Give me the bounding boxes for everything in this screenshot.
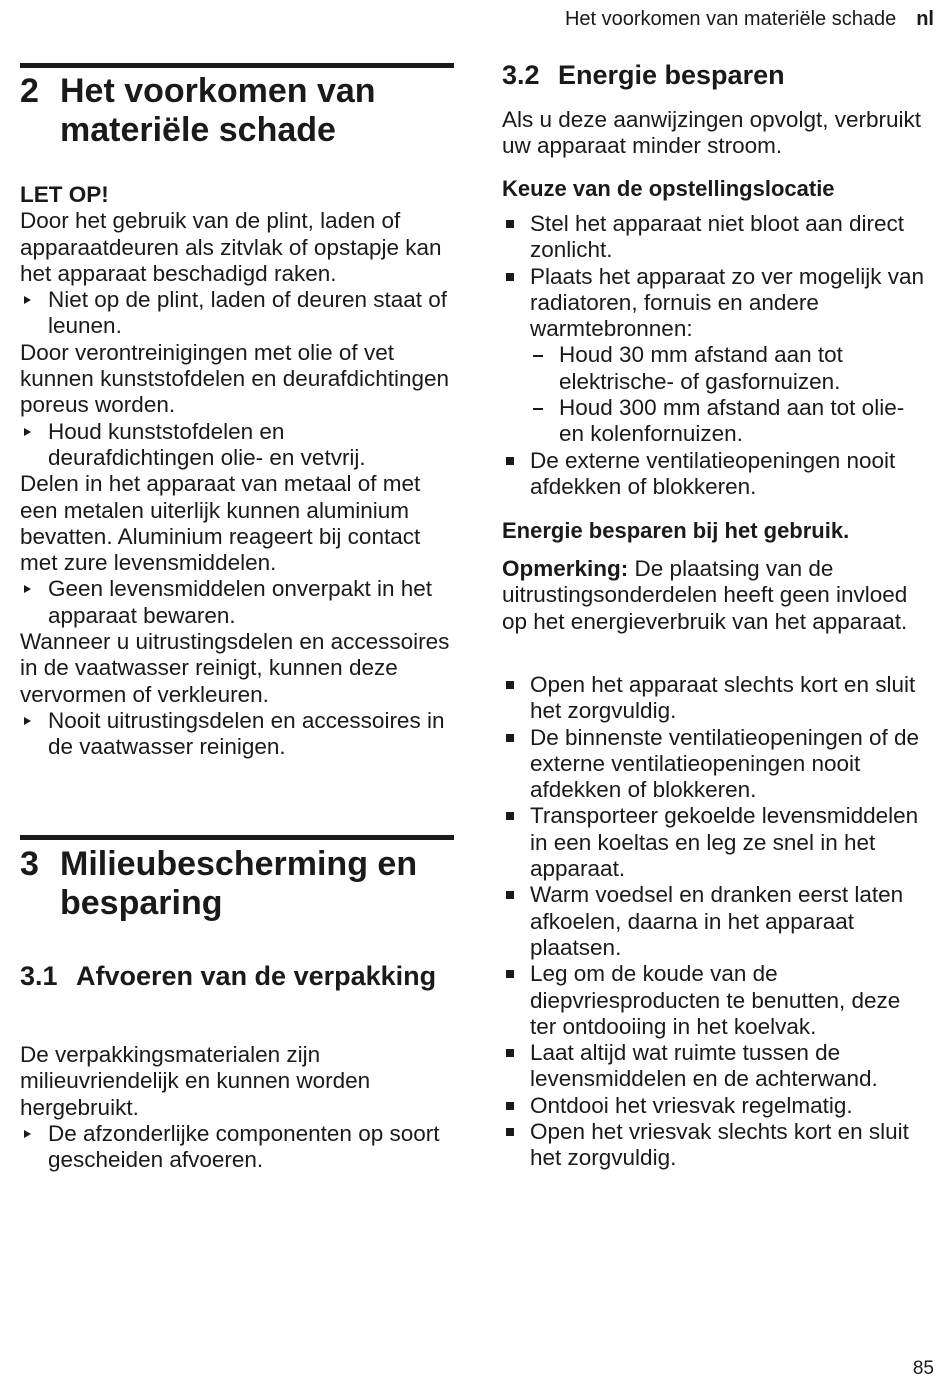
notice-label: LET OP! — [20, 182, 109, 207]
list-item: Warm voedsel en dranken eerst laten afkoelen, daarna in het apparaat plaatsen. — [502, 882, 932, 961]
action-list — [20, 419, 454, 472]
section-3-title: Milieubescherming en besparing — [60, 845, 418, 922]
list-item-text: Plaats het apparaat zo ver mogelijk van radiatoren, fornuis en andere warmtebronnen: — [530, 263, 924, 342]
section-3-heading — [20, 845, 454, 923]
action-item: Niet op de plint, laden of deuren staat of leunen. — [20, 287, 454, 340]
distance-list — [530, 342, 932, 447]
list-item: Houd 30 mm afstand aan tot elektrische- of gasfornuizen. — [530, 342, 932, 395]
notice-text: Wanneer u uitrustingsdelen en accessoires in de vaatwasser reinigt, kunnen deze vervormen of verkleuren. — [20, 629, 450, 707]
language-code: nl — [916, 8, 934, 30]
section-2-title: Het voorkomen van materiële schade — [60, 72, 376, 149]
list-item: Open het apparaat slechts kort en sluit het zorgvuldig. — [502, 672, 932, 725]
section-3-number: 3 — [20, 845, 39, 883]
subsection-3-2-number: 3.2 — [502, 60, 540, 90]
section-rule — [20, 835, 454, 840]
usage-note — [502, 556, 932, 635]
subsection-3-2-title: Energie besparen — [558, 60, 785, 90]
packaging-text: De verpakkingsmaterialen zijn milieuvriendelijk en kunnen worden hergebruikt. — [20, 1042, 371, 1120]
list-item: Leg om de koude van de diepvriesproducten te benutten, deze ter ontdooiing in het koelvak. — [502, 961, 932, 1040]
list-item: De binnenste ventilatieopeningen of de externe ventilatieopeningen nooit afdekken of blokkeren. — [502, 725, 932, 804]
section-rule — [20, 63, 454, 68]
running-header-title: Het voorkomen van materiële schade — [564, 8, 897, 30]
action-item: Nooit uitrustingsdelen en accessoires in de vaatwasser reinigen. — [20, 708, 454, 761]
action-item: Geen levensmiddelen onverpakt in het apparaat bewaren. — [20, 576, 454, 629]
list-item: De externe ventilatieopeningen nooit afdekken of blokkeren. — [502, 448, 932, 501]
subsection-3-1-title: Afvoeren van de verpakking — [76, 961, 437, 991]
subsection-3-1-number: 3.1 — [20, 961, 58, 991]
action-list — [20, 287, 454, 340]
section-2-number: 2 — [20, 72, 39, 110]
notice-text: Door verontreinigingen met olie of vet kunnen kunststofdelen en deurafdichtingen poreus worden. — [20, 339, 450, 418]
packaging-content — [20, 1042, 454, 1173]
note-label: Opmerking: — [502, 556, 629, 581]
action-list — [20, 708, 454, 761]
section-2-heading — [20, 72, 454, 150]
damage-notice — [20, 182, 454, 761]
list-item: Laat altijd wat ruimte tussen de levensmiddelen en de achterwand. — [502, 1040, 932, 1093]
location-list — [502, 211, 932, 500]
list-item: Transporteer gekoelde levensmiddelen in een koeltas en leg ze snel in het apparaat. — [502, 803, 932, 882]
list-item — [502, 264, 932, 448]
location-heading: Keuze van de opstellingslocatie — [502, 176, 835, 201]
list-item: Stel het apparaat niet bloot aan direct zonlicht. — [502, 211, 932, 264]
list-item: Houd 300 mm afstand aan tot olie- en kolenfornuizen. — [530, 395, 932, 448]
subsection-3-1-heading — [20, 959, 440, 993]
action-list — [20, 576, 454, 629]
list-item: Open het vriesvak slechts kort en sluit het zorgvuldig. — [502, 1119, 932, 1172]
usage-list — [502, 672, 932, 1172]
running-header — [565, 8, 934, 31]
location-content — [502, 211, 932, 500]
action-list — [20, 1121, 454, 1174]
page-number: 85 — [912, 1358, 934, 1379]
notice-text: Door het gebruik van de plint, laden of apparaatdeuren als zitvlak of opstapje kan het apparaat beschadigd raken. — [20, 208, 442, 286]
action-item: Houd kunststofdelen en deurafdichtingen olie- en vetvrij. — [20, 419, 454, 472]
subsection-3-2-heading — [502, 58, 932, 92]
action-item: De afzonderlijke componenten op soort gescheiden afvoeren. — [20, 1121, 454, 1174]
notice-text: Delen in het apparaat van metaal of met een metalen uiterlijk kunnen aluminium bevatten. Aluminium reageert bij contact met zure levensmiddelen. — [20, 471, 421, 576]
energy-intro — [502, 107, 932, 160]
list-item: Ontdooi het vriesvak regelmatig. — [502, 1093, 932, 1119]
note-text: De plaatsing van de uitrustingsonderdelen heeft geen invloed op het energieverbruik van het apparaat. — [502, 556, 908, 634]
energy-intro-text: Als u deze aanwijzingen opvolgt, verbruikt uw apparaat minder stroom. — [502, 107, 921, 159]
usage-content — [502, 672, 932, 1172]
usage-heading: Energie besparen bij het gebruik. — [502, 518, 850, 543]
